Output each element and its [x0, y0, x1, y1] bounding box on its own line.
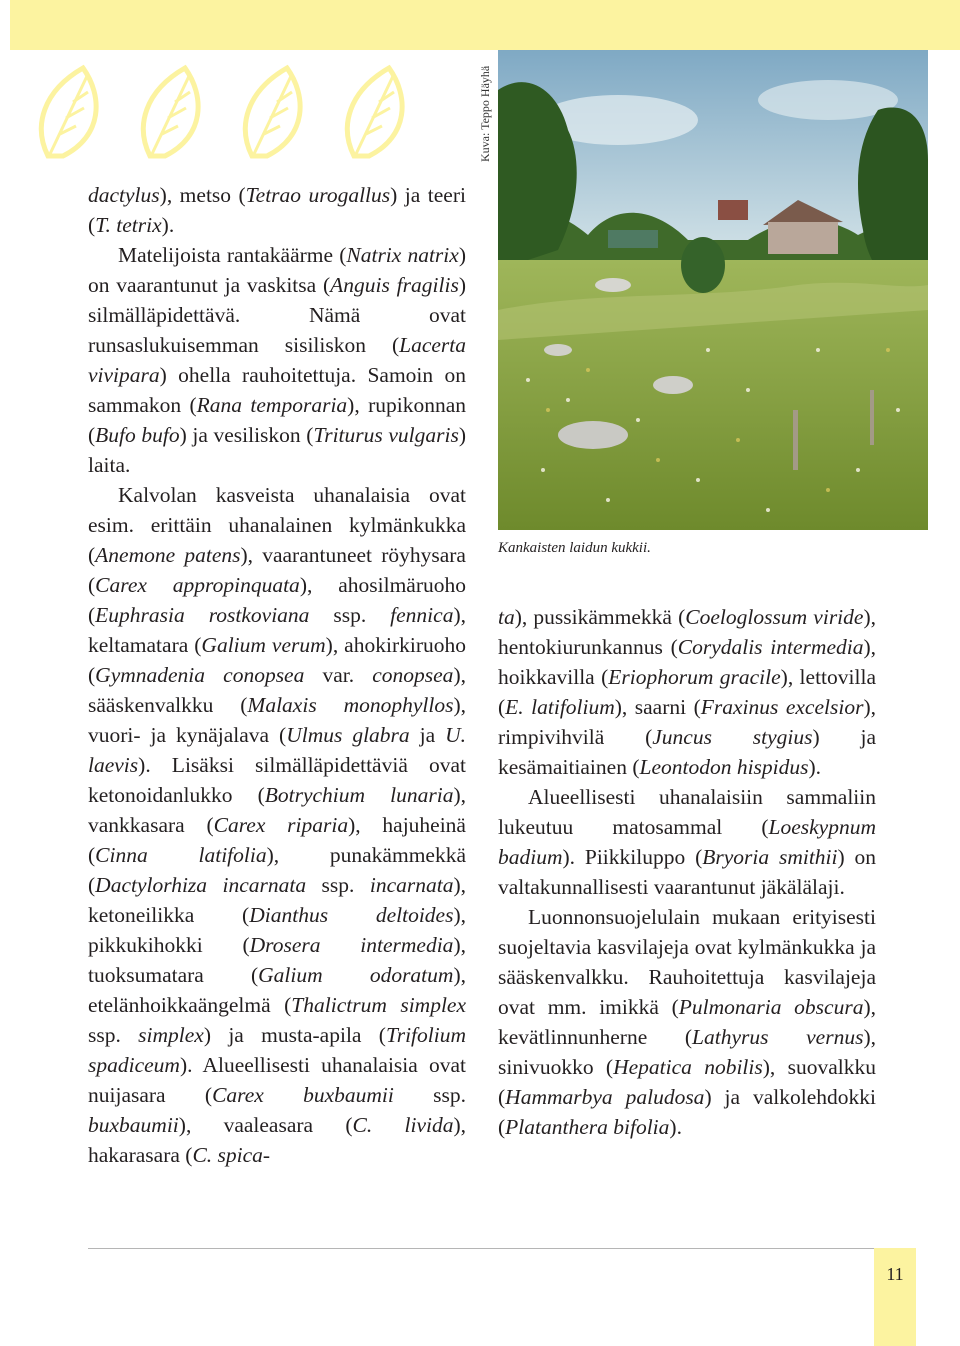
leaf-icon: [130, 56, 222, 166]
footer-rule: [88, 1248, 874, 1249]
paragraph-reptiles: Matelijoista rantakäärme (Natrix natrix) on vaarantunut ja vaskitsa (Anguis fragilis) silmälläpidettävä. Nämä ovat runsaslukuisemman sisiliskon (Lacerta vivipara) ohella rauhoitettuja. Samoin on sammakon (Rana temporaria), rupikonnan (Bufo bufo) ja vesiliskon (Triturus vulgaris) laita.: [88, 243, 466, 477]
right-text-column: [498, 602, 876, 1142]
leaf-icon: [334, 56, 426, 166]
photo-caption: Kankaisten laidun kukkii.: [498, 540, 651, 556]
page-number-box: [874, 1248, 916, 1346]
paragraph-plants-continued: ta), pussikämmekkä (Coeloglossum viride), hentokiurunkannus (Corydalis intermedia), hoikkavilla (Eriophorum gracile), lettovilla (E. latifolium), saarni (Fraxinus excelsior), rimpivihvilä (Juncus stygius) ja kesämaitiainen (Leontodon hispidus).: [498, 605, 877, 779]
paragraph-mosses-lichens: Alueellisesti uhanalaisiin sammaliin lukeutuu matosammal (Loeskypnum badium). Piikkiluppo (Bryoria smithii) on valtakunnallisesti vaarantunut jäkälälaji.: [498, 785, 876, 899]
paragraph-plants: Kalvolan kasveista uhanalaisia ovat esim. erittäin uhanalainen kylmänkukka (Anemone patens), vaarantuneet röyhysara (Carex appropinquata), ahosilmäruoho (Euphrasia rostkoviana ssp. fennica), keltamatara (Galium verum), ahokirkiruoho (Gymnadenia conopsea var. conopsea), sääskenvalkku (Malaxis monophyllos), vuori- ja kynäjalava (Ulmus glabra ja U. laevis). Lisäksi silmälläpidettäviä ovat ketonoidanlukko (Botrychium lunaria), vankkasara (Carex riparia), hajuheinä (Cinna latifolia), punakämmekkä (Dactylorhiza incarnata ssp. incarnata), ketoneilikka (Dianthus deltoides), pikkukihokki (Drosera intermedia), tuoksumatara (Galium odoratum), etelänhoikkaängelmä (Thalictrum simplex ssp. simplex) ja musta-apila (Trifolium spadiceum). Alueellisesti uhanalaisia ovat nuijasara (Carex buxbaumii ssp. buxbaumii), vaaleasara (C. livida), hakarasara (C. spica-: [88, 483, 467, 1167]
meadow-illustration: [498, 50, 928, 530]
meadow-photo: [498, 50, 928, 530]
page-number: 11: [886, 1264, 904, 1284]
paragraph-birds: dactylus), metso (Tetrao urogallus) ja teeri (T. tetrix).: [88, 183, 466, 237]
leaf-icon: [232, 56, 324, 166]
paragraph-protected-plants: Luonnonsuojelulain mukaan erityisesti suojeltavia kasvilajeja ovat kylmänkukka ja sääskenvalkku. Rauhoitettuja kasvilajeja ovat mm. imikkä (Pulmonaria obscura), kevätlinnunherne (Lathyrus vernus), sinivuokko (Hepatica nobilis), suovalkku (Hammarbya paludosa) ja valkolehdokki (Platanthera bifolia).: [498, 905, 876, 1139]
top-color-band: [10, 0, 960, 50]
photo-credit: Kuva: Teppo Häyhä: [478, 65, 492, 162]
left-text-column: [88, 180, 466, 1170]
leaf-icon: [28, 56, 120, 166]
